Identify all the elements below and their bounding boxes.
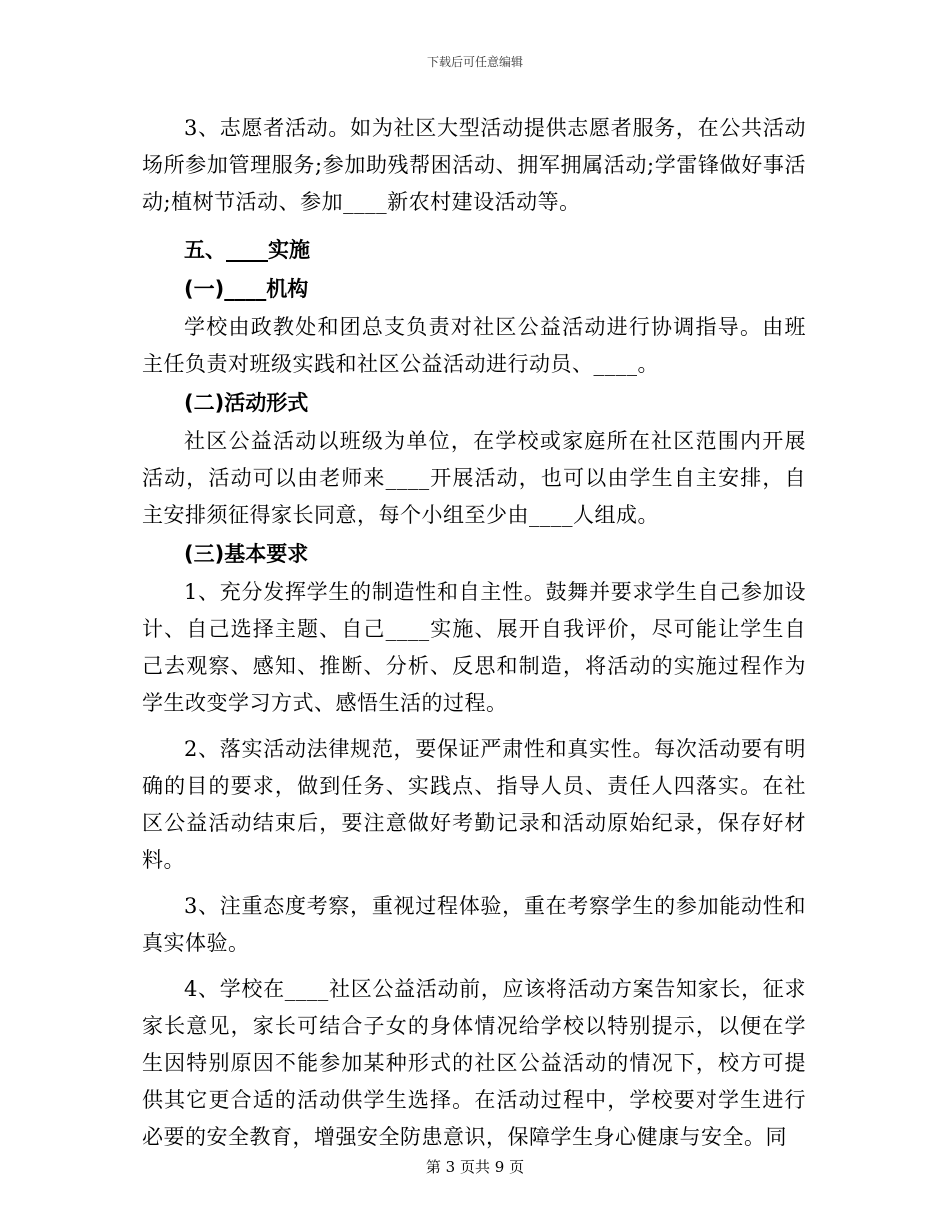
paragraph-requirement-2: 2、落实活动法律规范，要保证严肃性和真实性。每次活动要有明确的目的要求，做到任务、实践点、指导人员、责任人四落实。在社区公益活动结束后，要注意做好考勤记录和活动原始纪录，保存好材料。 [142,737,806,872]
page-header: 下载后可任意编辑 [426,55,523,69]
spacer [142,722,806,731]
paragraph-activity-form: 社区公益活动以班级为单位，在学校或家庭所在社区范围内开展活动，活动可以由老师来____开展活动，也可以由学生自主安排，自主安排须征得家长同意，每个小组至少由____人组成。 [142,429,806,527]
paragraph-volunteer-activities: 3、志愿者活动。如为社区大型活动提供志愿者服务，在公共活动场所参加管理服务;参加助残帮困活动、拥军拥属活动;学雷锋做好事活动;植树节活动、参加____新农村建设活动等。 [142,116,806,214]
paragraph-organization: 学校由政教处和团总支负责对社区公益活动进行协调指导。由班主任负责对班级实践和社区公益活动进行动员、____。 [142,315,806,376]
subheading-organization: (一)____机构 [184,277,309,301]
paragraph-requirement-4: 4、学校在____社区公益活动前，应该将活动方案告知家长，征求家长意见，家长可结合子女的身体情况给学校以特别提示，以便在学生因特别原因不能参加某种形式的社区公益活动的情况下，校方可提供其它更合适的活动供学生选择。在活动过程中，学校要对学生进行必要的安全教育，增强安全防患意识，保障学生身心健康与安全。同 [142,977,806,1149]
subheading-basic-requirements: (三)基本要求 [184,542,309,566]
subheading-activity-form: (二)活动形式 [184,391,309,415]
spacer [142,879,806,888]
spacer [142,221,806,230]
document-body [142,110,806,1156]
paragraph-requirement-1: 1、充分发挥学生的制造性和自主性。鼓舞并要求学生自己参加设计、自己选择主题、自己____实施、展开自我评价，尽可能让学生自己去观察、感知、推断、分析、反思和制造，将活动的实施过程作为学生改变学习方式、感悟生活的过程。 [142,580,806,715]
paragraph-requirement-3: 3、注重态度考察，重视过程体验，重在考察学生的参加能动性和真实体验。 [142,894,806,955]
spacer [142,962,806,971]
page-footer-page-number: 第 3 页共 9 页 [425,1158,525,1176]
section-heading-implementation: 五、____实施 [184,238,310,262]
